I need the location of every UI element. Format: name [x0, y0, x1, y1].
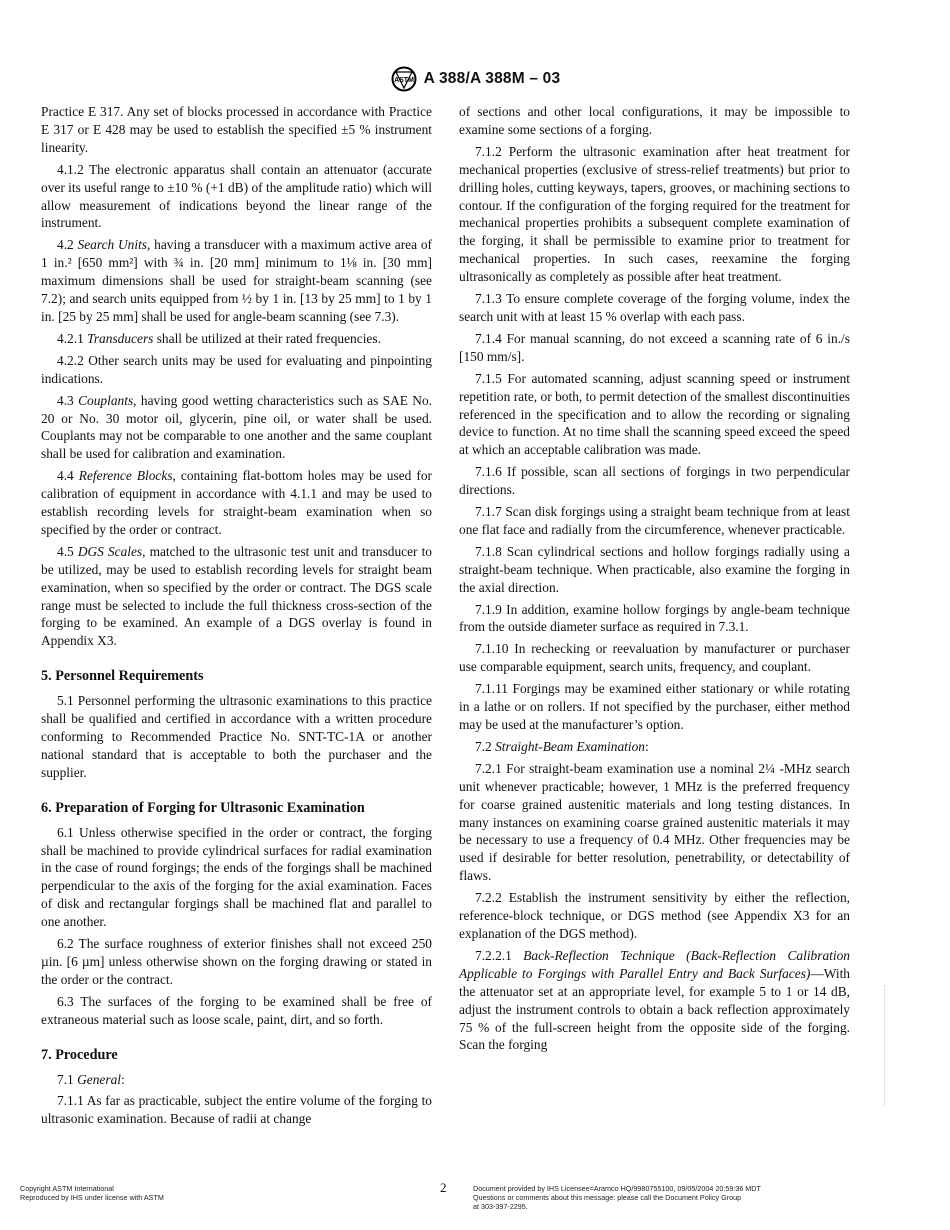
document-designation: A 388/A 388M – 03 — [423, 70, 561, 87]
astm-logo-icon — [390, 66, 418, 92]
paragraph-4-1-2: 4.1.2 The electronic apparatus shall contain an attenuator (accurate over its useful range to ±10 % (+1 dB) of the amplitude ratio) which will allow measurement of indications beyond the linear range of the instrument. — [41, 161, 432, 231]
paragraph-7-2-1: 7.2.1 For straight-beam examination use a nominal 2¼ -MHz search unit whenever practicable; however, 1 MHz is the preferred frequency for coarse grained austenitic materials and long testing distances. In many instances on examining coarse grained austenitic materials it may be necessary to use a frequency of 0.4 MHz. Other frequencies may be used if desirable for better resolution, penetrability, or detectability of flaws. — [459, 760, 850, 884]
paragraph-7-1-6: 7.1.6 If possible, scan all sections of forgings in two perpendicular directions. — [459, 464, 850, 498]
paragraph-7-1-4: 7.1.4 For manual scanning, do not exceed a scanning rate of 6 in./s [150 mm/s]. — [459, 330, 850, 364]
paragraph-6-2: 6.2 The surface roughness of exterior finishes shall not exceed 250 µin. [6 µm] unless otherwise shown on the forging drawing or stated in the order or the contract. — [41, 936, 432, 987]
section-heading-5: 5. Personnel Requirements — [41, 668, 204, 685]
paragraph-7-1-11: 7.1.11 Forgings may be examined either stationary or while rotating in a lathe or on rollers. If not specified by the purchaser, either method may be used at the manufacturer’s option. — [459, 681, 850, 732]
page-number: 2 — [440, 1180, 447, 1195]
paragraph-4-3: 4.3 Couplants, having good wetting characteristics such as SAE No. 20 or No. 30 motor oil, glycerin, pine oil, or water shall be used. Couplants may not be comparable to one another and the same couplant shall be used for calibration and examination. — [41, 392, 432, 462]
paragraph-7-2-2-1: 7.2.2.1 Back-Reflection Technique (Back-Reflection Calibration Applicable to Forgings with Parallel Entry and Back Surfaces)—With the attenuator set at an appropriate level, for example 5 to 1 or 14 dB, adjust the instrument controls to obtain a back reflection approximately 75 % of the full-screen height from the opposite side of the forging. Scan the forging — [459, 947, 850, 1053]
paragraph-4-5: 4.5 DGS Scales, matched to the ultrasonic test unit and transducer to be utilized, may be used to establish recording levels for straight beam examination, when so specified by the order or contract. The DGS scale range must be selected to include the full thickness cross-section of the forging to be examined. An example of a DGS overlay is found in Appendix X3. — [41, 543, 433, 649]
paragraph-4-2: 4.2 Search Units, having a transducer with a maximum active area of 1 in.² [650 mm²] with ¾ in. [20 mm] minimum to 1⅛ in. [30 mm] maximum dimensions shall be used for straight-beam scanning (see 7.2); and search units equipped from ½ by 1 in. [13 by 25 mm] to 1 by 1 in. [25 by 25 mm] shall be used for angle-beam scanning (see 7.3). — [41, 237, 432, 324]
page-header — [0, 66, 950, 92]
paragraph-7-1-8: 7.1.8 Scan cylindrical sections and hollow forgings radially using a straight-beam technique. When practicable, also examine the forging in the axial direction. — [459, 543, 850, 595]
svg-text:ASTM: ASTM — [393, 77, 414, 84]
paragraph-7-1-9: 7.1.9 In addition, examine hollow forgings by angle-beam technique from the outside diameter surface as required in 7.3.1. — [459, 601, 850, 635]
paragraph-7-2: 7.2 Straight-Beam Examination: — [475, 738, 649, 754]
paragraph-4-4: 4.4 Reference Blocks, containing flat-bottom holes may be used for calibration of equipment in accordance with 4.1.1 and may be used to establish recording levels for straight-beam examination when so specified by the order or contract. — [41, 468, 432, 537]
paragraph-7-2-2: 7.2.2 Establish the instrument sensitivity by either the reflection, reference-block technique, or DGS method (see Appendix X3 for an explanation of the DGS method). — [459, 890, 850, 941]
paragraph-continued: of sections and other local configurations, it may be impossible to examine some sections of a forging. — [459, 104, 850, 137]
section-heading-7: 7. Procedure — [41, 1046, 118, 1063]
paragraph-4-2-1: 4.2.1 Transducers shall be utilized at their rated frequencies. — [57, 330, 381, 346]
paragraph-7-1-3: 7.1.3 To ensure complete coverage of the forging volume, index the search unit with at least 15 % overlap with each pass. — [459, 291, 850, 324]
footer-copyright: Copyright ASTM International Reproduced by IHS under license with ASTM — [20, 1184, 164, 1202]
paragraph-7-1-7: 7.1.7 Scan disk forgings using a straight beam technique from at least one flat face and radially from the circumference, whenever practicable. — [459, 504, 850, 537]
paragraph-7-1: 7.1 General: — [57, 1071, 125, 1087]
margin-watermark — [884, 985, 887, 1105]
paragraph-7-1-1: 7.1.1 As far as practicable, subject the entire volume of the forging to ultrasonic examination. Because of radii at change — [41, 1093, 432, 1127]
paragraph-7-1-10: 7.1.10 In rechecking or reevaluation by manufacturer or purchaser use comparable equipment, search units, frequency, and couplant. — [459, 641, 850, 675]
footer-license-notice: Document provided by IHS Licensee=Aramco HQ/9980755100, 09/05/2004 20:59:36 MDT Questions or comments about this message: please call the Document Policy Group at 303-397-2295. — [473, 1184, 761, 1211]
left-column — [41, 103, 432, 1132]
paragraph-6-3: 6.3 The surfaces of the forging to be examined shall be free of extraneous material such as loose scale, paint, dirt, and so forth. — [41, 993, 432, 1027]
right-column — [459, 103, 850, 1058]
paragraph-5-1: 5.1 Personnel performing the ultrasonic examinations to this practice shall be qualified and certified in accordance with a written procedure conforming to Recommended Practice No. SNT-TC-1A or another national standard that is acceptable to both the purchaser and the supplier. — [41, 693, 432, 780]
section-heading-6: 6. Preparation of Forging for Ultrasonic Examination — [41, 799, 365, 816]
paragraph-4-2-2: 4.2.2 Other search units may be used for evaluating and pinpointing indications. — [41, 352, 432, 386]
paragraph-continued: Practice E 317. Any set of blocks processed in accordance with Practice E 317 or E 428 may be used to establish the specified ±5 % instrument linearity. — [41, 104, 432, 155]
paragraph-6-1: 6.1 Unless otherwise specified in the order or contract, the forging shall be machined to provide cylindrical surfaces for radial examination in the case of round forgings; the ends of the forgings shall be machined perpendicular to the axis of the forging for the axial examination. Faces of disk and rectangular forgings shall be machined flat and parallel to one another. — [41, 824, 432, 930]
paragraph-7-1-5: 7.1.5 For automated scanning, adjust scanning speed or instrument repetition rate, or both, to permit detection of the smallest discontinuities referenced in the specification and to allow the recording or signaling device to function. At no time shall the scanning speed exceed the speed at which an acceptable calibration was made. — [459, 370, 850, 458]
paragraph-7-1-2: 7.1.2 Perform the ultrasonic examination after heat treatment for mechanical properties (exclusive of stress-relief treatments) but prior to drilling holes, cutting keyways, tapers, grooves, or machining sections to contour. If the configuration of the forging required for the treatment for mechanical properties prohibits a subsequent complete examination of the forging, it shall be permissible to examine prior to treatment for mechanical properties. In such cases, reexamine the forging ultrasonically as completely as possible after heat treatment. — [459, 143, 850, 285]
